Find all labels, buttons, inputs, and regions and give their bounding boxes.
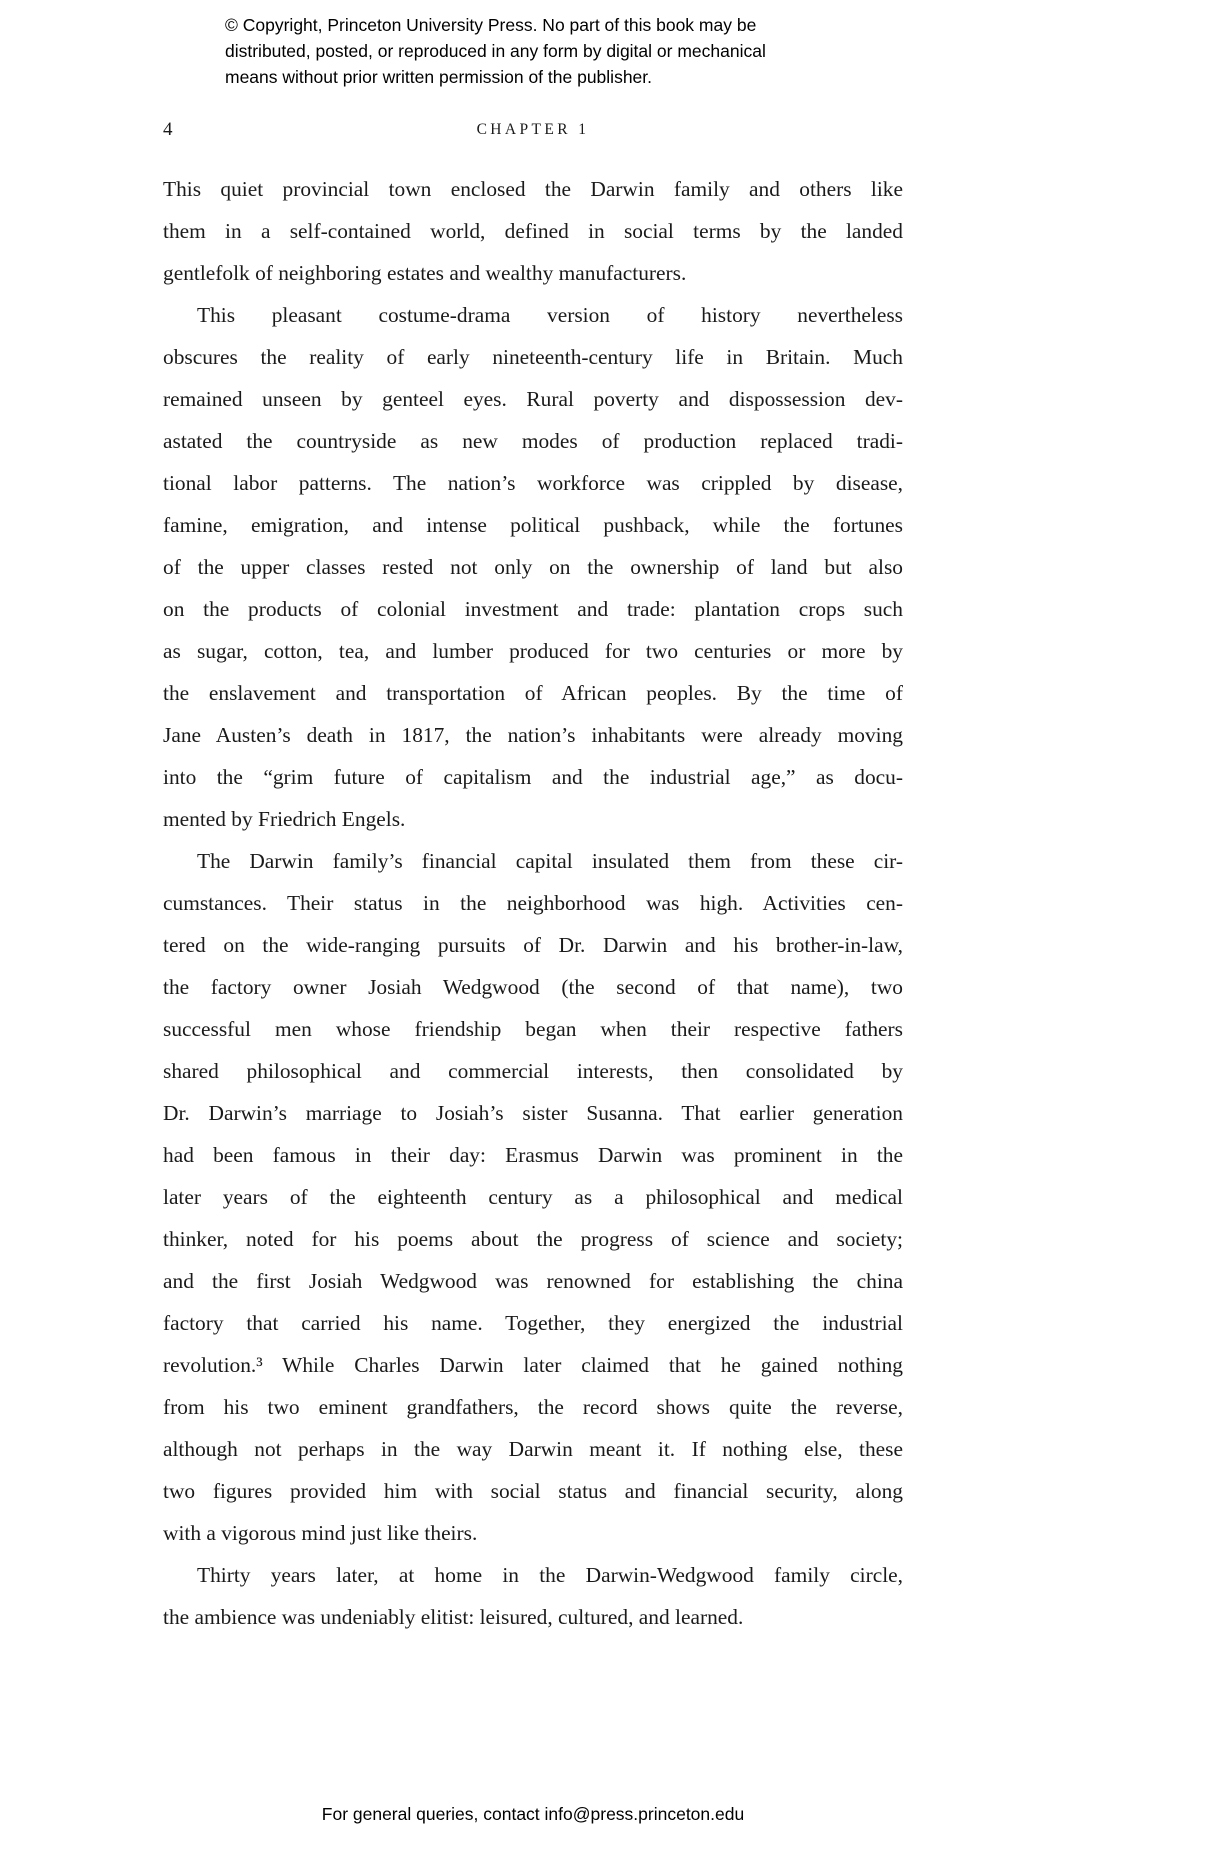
text-line: tional labor patterns. The nation’s workforce was crippled by disease, — [163, 471, 903, 495]
text-line: thinker, noted for his poems about the progress of science and society; — [163, 1227, 903, 1251]
text-line: shared philosophical and commercial interests, then consolidated by — [163, 1059, 903, 1083]
text-line: had been famous in their day: Erasmus Darwin was prominent in the — [163, 1143, 903, 1167]
text-line: astated the countryside as new modes of production replaced tradi- — [163, 429, 903, 453]
text-line: into the “grim future of capitalism and the industrial age,” as docu- — [163, 765, 903, 789]
paragraph — [163, 1554, 903, 1638]
text-line: This pleasant costume-drama version of history nevertheless — [197, 303, 903, 327]
text-line: later years of the eighteenth century as a philosophical and medical — [163, 1185, 903, 1209]
text-line: Thirty years later, at home in the Darwin-Wedgwood family circle, — [197, 1563, 903, 1587]
paragraph — [163, 840, 903, 1554]
text-line: as sugar, cotton, tea, and lumber produced for two centuries or more by — [163, 639, 903, 663]
text-line: Dr. Darwin’s marriage to Josiah’s sister Susanna. That earlier generation — [163, 1101, 903, 1125]
text-line: The Darwin family’s financial capital insulated them from these cir- — [197, 849, 903, 873]
copyright-notice — [225, 12, 766, 90]
text-line: factory that carried his name. Together, they energized the industrial — [163, 1311, 903, 1335]
text-line: of the upper classes rested not only on the ownership of land but also — [163, 555, 903, 579]
body-text — [163, 168, 903, 1638]
running-header — [163, 119, 903, 141]
text-line: the factory owner Josiah Wedgwood (the second of that name), two — [163, 975, 903, 999]
text-line: tered on the wide-ranging pursuits of Dr. Darwin and his brother-in-law, — [163, 933, 903, 957]
text-line: with a vigorous mind just like theirs. — [163, 1521, 478, 1545]
text-line: and the first Josiah Wedgwood was renowned for establishing the china — [163, 1269, 903, 1293]
text-line: the enslavement and transportation of African peoples. By the time of — [163, 681, 903, 705]
chapter-heading: CHAPTER 1 — [476, 121, 590, 138]
page-number: 4 — [163, 119, 173, 140]
text-line: on the products of colonial investment and trade: plantation crops such — [163, 597, 903, 621]
text-line: mented by Friedrich Engels. — [163, 807, 406, 831]
text-line: obscures the reality of early nineteenth-century life in Britain. Much — [163, 345, 903, 369]
text-line: famine, emigration, and intense political pushback, while the fortunes — [163, 513, 903, 537]
text-line: two figures provided him with social status and financial security, along — [163, 1479, 903, 1503]
footer-contact-line: For general queries, contact info@press.princeton.edu — [321, 1804, 745, 1824]
text-line: remained unseen by genteel eyes. Rural poverty and dispossession dev- — [163, 387, 903, 411]
text-line: from his two eminent grandfathers, the record shows quite the reverse, — [163, 1395, 903, 1419]
text-line: successful men whose friendship began when their respective fathers — [163, 1017, 903, 1041]
text-line: although not perhaps in the way Darwin meant it. If nothing else, these — [163, 1437, 903, 1461]
text-line: them in a self-contained world, defined in social terms by the landed — [163, 219, 903, 243]
text-line: gentlefolk of neighboring estates and wealthy manufacturers. — [163, 261, 687, 285]
text-line: cumstances. Their status in the neighborhood was high. Activities cen- — [163, 891, 903, 915]
text-line: This quiet provincial town enclosed the Darwin family and others like — [163, 177, 903, 201]
copyright-line: means without prior written permission of the publisher. — [225, 67, 653, 87]
paragraph — [163, 294, 903, 840]
text-line: the ambience was undeniably elitist: leisured, cultured, and learned. — [163, 1605, 744, 1629]
text-line: revolution.³ While Charles Darwin later claimed that he gained nothing — [163, 1353, 903, 1377]
text-line: Jane Austen’s death in 1817, the nation’s inhabitants were already moving — [163, 723, 903, 747]
paragraph — [163, 168, 903, 294]
copyright-line: © Copyright, Princeton University Press. No part of this book may be — [225, 15, 757, 35]
copyright-line: distributed, posted, or reproduced in any form by digital or mechanical — [225, 41, 766, 61]
